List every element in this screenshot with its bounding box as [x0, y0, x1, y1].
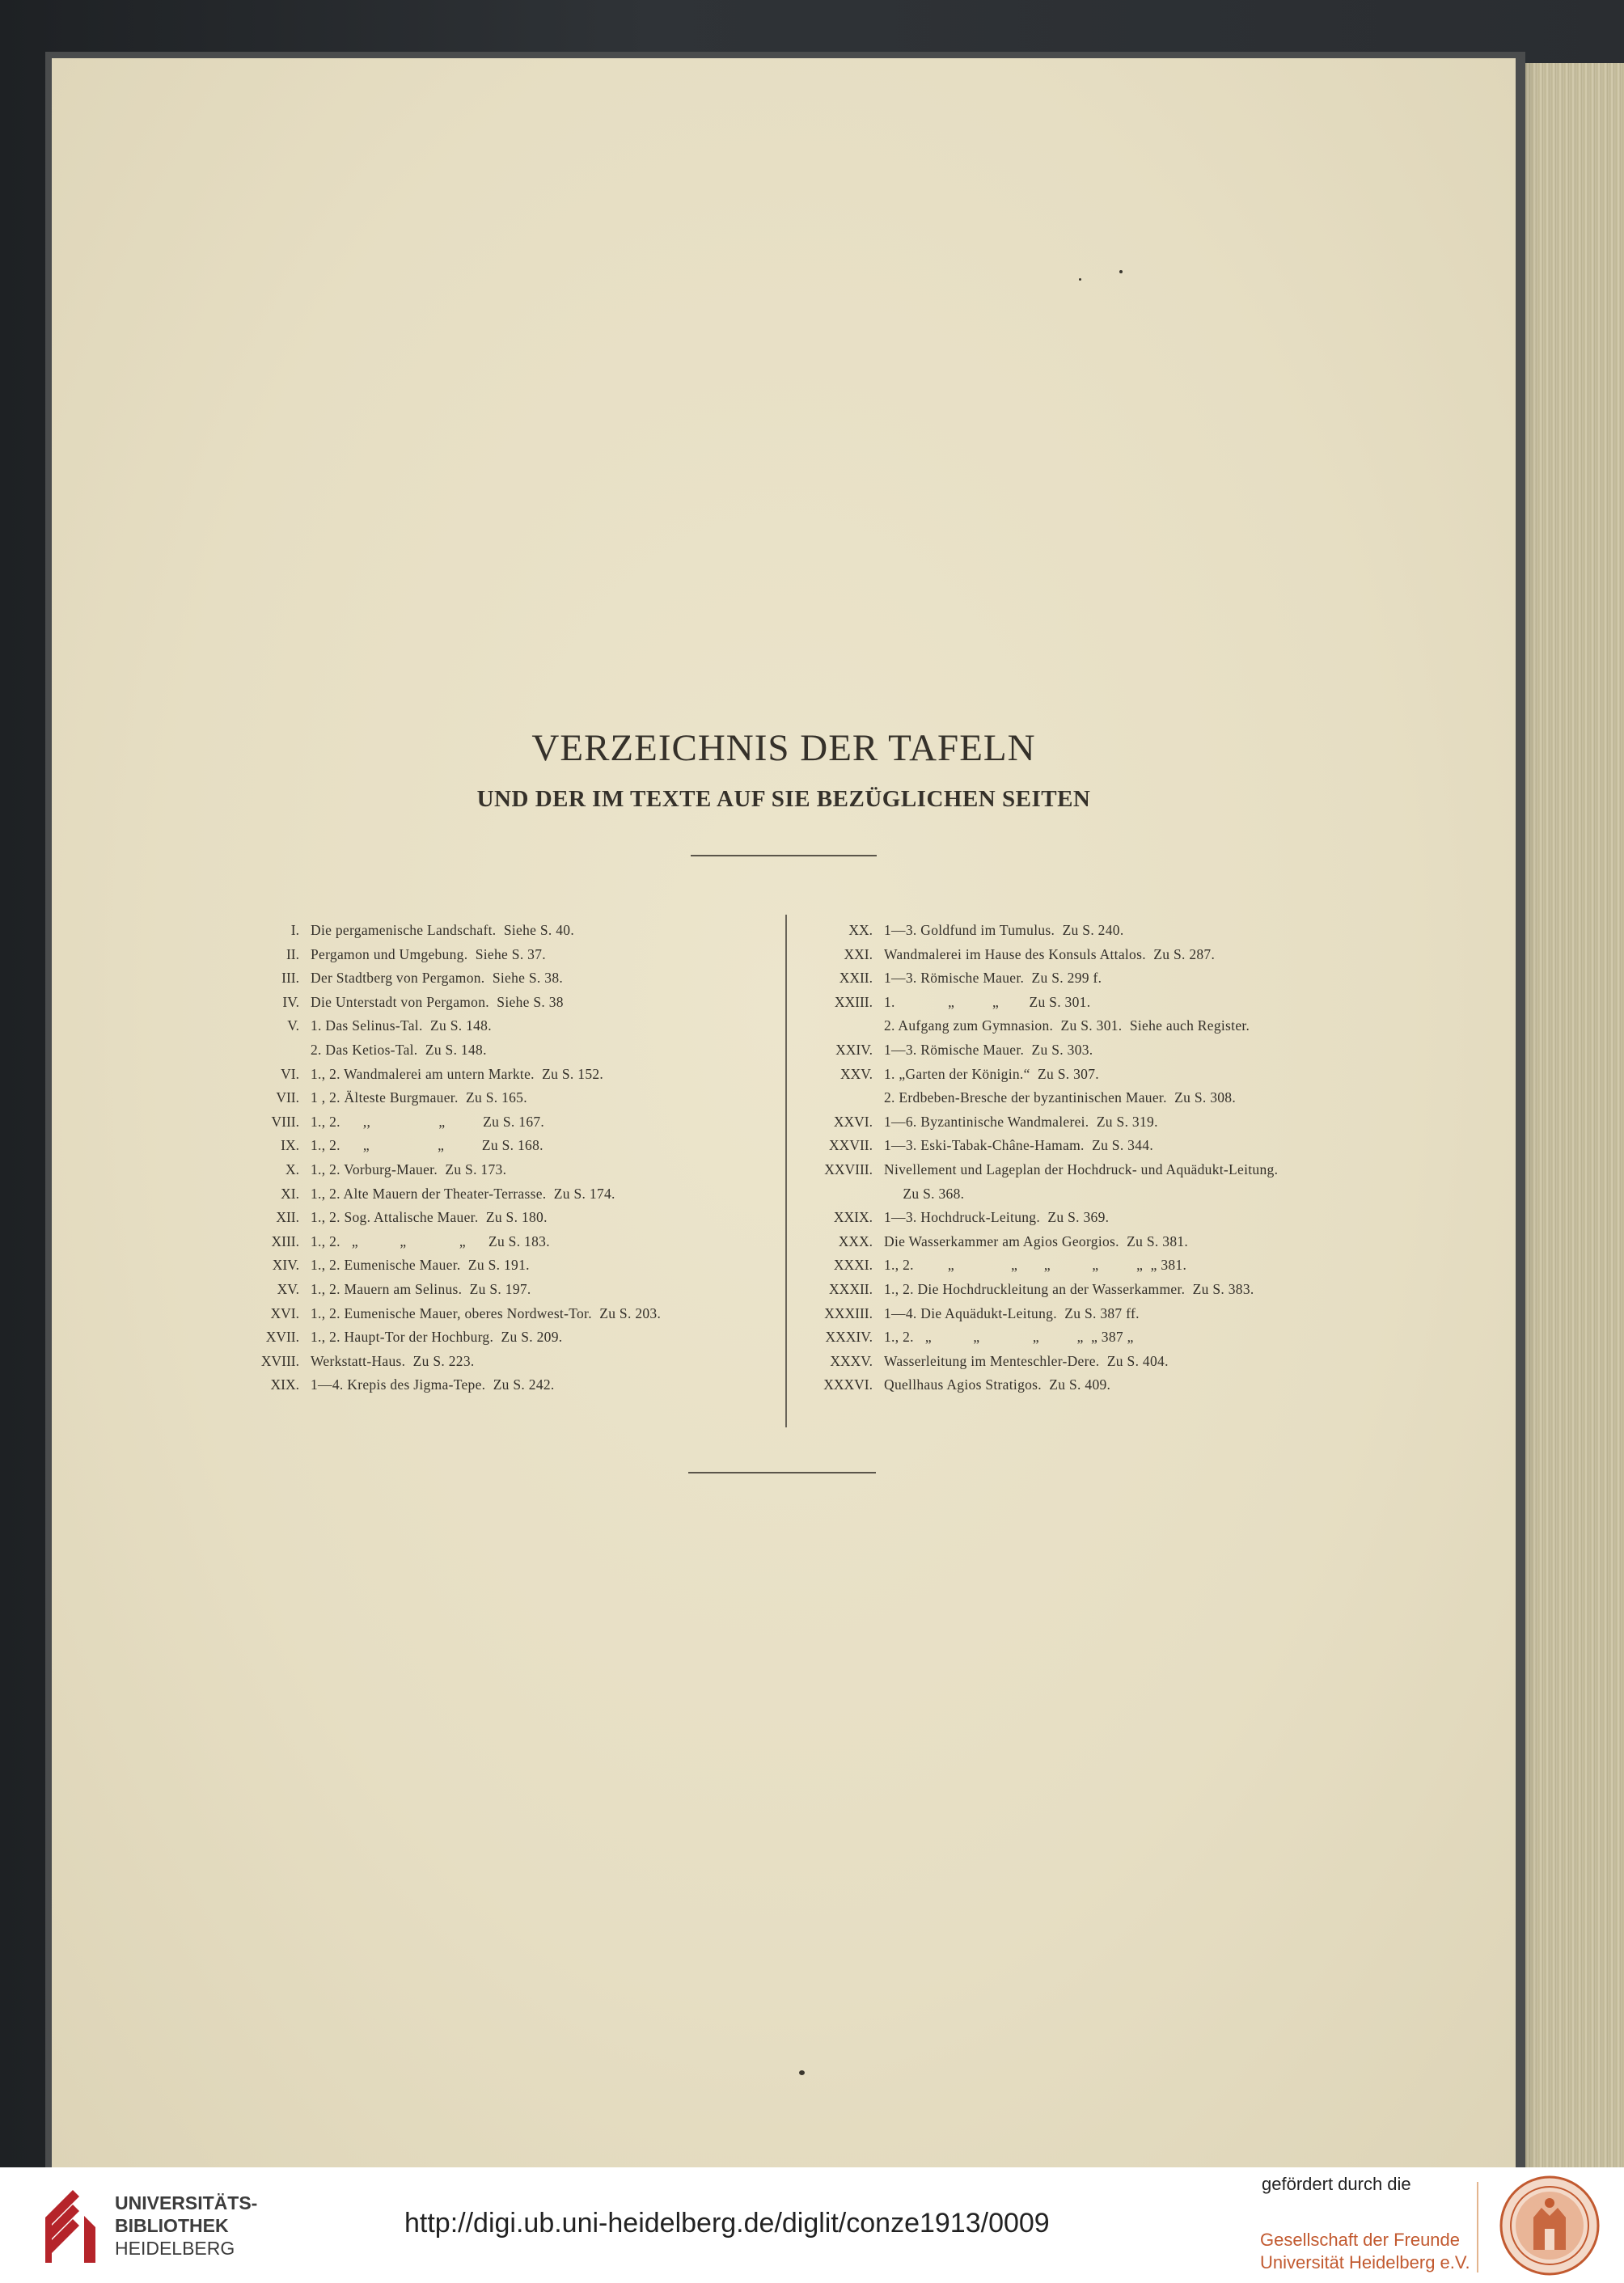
- plate-number: XXIII.: [834, 993, 873, 1010]
- plate-description: 1—3. Eski-Tabak-Châne-Hamam. Zu S. 344.: [884, 1137, 1153, 1154]
- plate-number: XXVIII.: [824, 1161, 873, 1177]
- plate-number: [800, 1014, 884, 1038]
- plate-description: Pergamon und Umgebung. Siehe S. 37.: [311, 945, 546, 962]
- plate-entry: [800, 1350, 1382, 1374]
- plate-entry: [800, 1373, 1382, 1397]
- plate-number: XXXIV.: [825, 1329, 873, 1346]
- plate-description: Werkstatt-Haus. Zu S. 223.: [311, 1352, 475, 1369]
- plate-number: XXXI.: [833, 1257, 873, 1274]
- plate-number: XX.: [848, 922, 873, 938]
- plate-description: 1., 2. „ „ „ „ „ 387 „: [884, 1329, 1134, 1346]
- plate-number: X.: [285, 1161, 299, 1177]
- sponsor-divider: [1477, 2182, 1478, 2272]
- plate-entry: [246, 1373, 755, 1397]
- divider-rule-top: [691, 855, 877, 856]
- plate-number: III.: [281, 970, 299, 987]
- sponsor-name-line1: Gesellschaft der Freunde: [1260, 2230, 1461, 2250]
- plate-entry: [800, 966, 1382, 991]
- plate-number: XXVI.: [833, 1113, 873, 1130]
- plate-description: 1., 2. ,, „ Zu S. 167.: [311, 1113, 545, 1130]
- plate-number: V.: [287, 1017, 299, 1034]
- plate-description: Nivellement und Lageplan der Hochdruck- und Aquädukt-Leitung.: [884, 1161, 1279, 1177]
- sponsor-name: [1260, 2229, 1470, 2274]
- library-name-line1: UNIVERSITÄTS-: [115, 2192, 258, 2213]
- plate-entry: [246, 1278, 755, 1302]
- plate-number: XXVII.: [829, 1137, 873, 1154]
- plate-entry: [246, 1063, 755, 1087]
- plate-description: 1., 2. Vorburg-Mauer. Zu S. 173.: [311, 1161, 507, 1177]
- plate-number: XV.: [277, 1280, 299, 1297]
- plate-number: VII.: [276, 1089, 299, 1106]
- plate-number: XXIV.: [835, 1041, 873, 1058]
- plate-description: 1 , 2. Älteste Burgmauer. Zu S. 165.: [311, 1089, 527, 1106]
- plate-description: 1. „Garten der Königin.“ Zu S. 307.: [884, 1065, 1099, 1082]
- plate-number: XIX.: [270, 1376, 299, 1393]
- library-name: [115, 2192, 257, 2260]
- plate-description: 1., 2. Eumenische Mauer. Zu S. 191.: [311, 1257, 530, 1274]
- plate-number: VI.: [281, 1065, 299, 1082]
- plate-description: 1., 2. „ „ „ Zu S. 183.: [311, 1232, 550, 1249]
- plate-entry: [800, 1206, 1382, 1230]
- plate-description: 1., 2. Haupt-Tor der Hochburg. Zu S. 209.: [311, 1329, 563, 1346]
- plate-entry: [246, 1014, 755, 1038]
- plate-entry: [800, 919, 1382, 943]
- paper-speck: [1119, 270, 1123, 273]
- plate-entry: [246, 1110, 755, 1135]
- plate-entry: [246, 1134, 755, 1158]
- plate-number: XXIX.: [833, 1209, 873, 1226]
- plate-entry: [246, 1086, 755, 1110]
- library-name-line2: BIBLIOTHEK: [115, 2215, 229, 2236]
- plate-entry: [800, 1182, 1382, 1207]
- plate-number: VIII.: [271, 1113, 299, 1130]
- plate-entry: [800, 1278, 1382, 1302]
- plate-entry: [800, 991, 1382, 1015]
- plate-entry: [800, 1230, 1382, 1254]
- plate-entry: [800, 1254, 1382, 1278]
- plate-description: Wasserleitung im Menteschler-Dere. Zu S. 404.: [884, 1352, 1169, 1369]
- plate-description: 1—3. Goldfund im Tumulus. Zu S. 240.: [884, 922, 1124, 938]
- plate-number: XXI.: [844, 945, 873, 962]
- plate-number: I.: [290, 922, 299, 938]
- plate-number: XXX.: [838, 1232, 873, 1249]
- plate-entry: [800, 1158, 1382, 1182]
- plate-entry: [246, 1325, 755, 1350]
- plate-entry: [800, 1086, 1382, 1110]
- plate-number: [800, 1086, 884, 1110]
- footer-bar: [0, 2167, 1624, 2283]
- sponsor-label: gefördert durch die: [1262, 2174, 1411, 2194]
- plates-list-left: [246, 919, 755, 1397]
- plate-description: Wandmalerei im Hause des Konsuls Attalos. Zu S. 287.: [884, 945, 1216, 962]
- plate-number: XXXIII.: [824, 1304, 873, 1321]
- plate-entry: [800, 1110, 1382, 1135]
- plate-number: XXXII.: [829, 1280, 873, 1297]
- plate-description: 1., 2. Mauern am Selinus. Zu S. 197.: [311, 1280, 531, 1297]
- plate-entry: [246, 991, 755, 1015]
- plate-number: XIV.: [272, 1257, 299, 1274]
- plate-description: 2. Das Ketios-Tal. Zu S. 148.: [311, 1041, 487, 1058]
- plate-description: 1—3. Römische Mauer. Zu S. 303.: [884, 1041, 1093, 1058]
- plate-number: XXXV.: [830, 1352, 873, 1369]
- plate-entry: [800, 1325, 1382, 1350]
- plate-description: 1—3. Hochdruck-Leitung. Zu S. 369.: [884, 1209, 1110, 1226]
- plate-description: Quellhaus Agios Stratigos. Zu S. 409.: [884, 1376, 1111, 1393]
- plate-description: 1. „ „ Zu S. 301.: [884, 993, 1091, 1010]
- page-title: VERZEICHNIS DER TAFELN: [531, 727, 1036, 769]
- plate-description: Die Wasserkammer am Agios Georgios. Zu S. 381.: [884, 1232, 1189, 1249]
- plate-description: Die Unterstadt von Pergamon. Siehe S. 38: [311, 993, 564, 1010]
- plate-description: 2. Aufgang zum Gymnasion. Zu S. 301. Siehe auch Register.: [884, 1017, 1250, 1034]
- sponsor-name-line2: Universität Heidelberg e.V.: [1260, 2252, 1470, 2272]
- plate-number: XIII.: [271, 1232, 299, 1249]
- plate-description: 1. Das Selinus-Tal. Zu S. 148.: [311, 1017, 492, 1034]
- plate-number: XVIII.: [260, 1352, 299, 1369]
- document-page: [52, 58, 1516, 2167]
- plate-description: Die pergamenische Landschaft. Siehe S. 40.: [311, 922, 575, 938]
- paper-speck: [799, 2070, 805, 2075]
- plate-entry: [246, 1230, 755, 1254]
- plate-entry: [246, 966, 755, 991]
- plate-description: 1., 2. Eumenische Mauer, oberes Nordwest-Tor. Zu S. 203.: [311, 1304, 662, 1321]
- library-name-line3: HEIDELBERG: [115, 2238, 235, 2259]
- plate-entry: [246, 1038, 755, 1063]
- plate-number: IX.: [281, 1137, 299, 1154]
- university-seal-icon: [1499, 2175, 1600, 2276]
- plate-entry: [246, 1182, 755, 1207]
- plate-entry: [246, 919, 755, 943]
- plate-number: XI.: [281, 1185, 299, 1202]
- plate-description: 1., 2. Die Hochdruckleitung an der Wasserkammer. Zu S. 383.: [884, 1280, 1254, 1297]
- column-divider: [785, 915, 787, 1427]
- plate-description: 1., 2. „ „ „ „ „ „ 381.: [884, 1257, 1187, 1274]
- plate-description: 1., 2. Wandmalerei am untern Markte. Zu S. 152.: [311, 1065, 604, 1082]
- plate-entry: [246, 1254, 755, 1278]
- plate-entry: [800, 1134, 1382, 1158]
- plate-number: XXII.: [839, 970, 873, 987]
- plate-description: 1., 2. „ „ Zu S. 168.: [311, 1137, 543, 1154]
- page-subtitle: UND DER IM TEXTE AUF SIE BEZÜGLICHEN SEITEN: [476, 786, 1091, 812]
- paper-speck: [1079, 278, 1081, 281]
- plate-entry: [800, 1014, 1382, 1038]
- plate-description: 1., 2. Alte Mauern der Theater-Terrasse. Zu S. 174.: [311, 1185, 615, 1202]
- plate-number: XVI.: [270, 1304, 299, 1321]
- plate-description: 1., 2. Sog. Attalische Mauer. Zu S. 180.: [311, 1209, 548, 1226]
- plate-description: 1—6. Byzantinische Wandmalerei. Zu S. 319.: [884, 1113, 1158, 1130]
- plate-description: Der Stadtberg von Pergamon. Siehe S. 38.: [311, 970, 564, 987]
- plate-entry: [800, 1063, 1382, 1087]
- plate-number: XXXVI.: [823, 1376, 873, 1393]
- plate-entry: [246, 943, 755, 967]
- plate-number: XII.: [276, 1209, 299, 1226]
- plate-entry: [246, 1302, 755, 1326]
- plate-number: [800, 1182, 884, 1207]
- library-logo-icon: [37, 2185, 104, 2266]
- plate-entry: [800, 1038, 1382, 1063]
- plate-entry: [800, 1302, 1382, 1326]
- plate-entry: [800, 943, 1382, 967]
- plate-description: 2. Erdbeben-Bresche der byzantinischen Mauer. Zu S. 308.: [884, 1089, 1237, 1106]
- plate-number: IV.: [282, 993, 299, 1010]
- plate-entry: [246, 1350, 755, 1374]
- plate-number: II.: [285, 945, 299, 962]
- plate-number: XXV.: [839, 1065, 873, 1082]
- permalink-url[interactable]: http://digi.ub.uni-heidelberg.de/diglit/conze1913/0009: [404, 2208, 1050, 2239]
- plate-description: 1—4. Die Aquädukt-Leitung. Zu S. 387 ff.: [884, 1304, 1140, 1321]
- plate-entry: [246, 1206, 755, 1230]
- plate-description: 1—4. Krepis des Jigma-Tepe. Zu S. 242.: [311, 1376, 555, 1393]
- divider-rule-bottom: [688, 1472, 876, 1473]
- plate-number: XVII.: [265, 1329, 299, 1346]
- plate-description: Zu S. 368.: [884, 1185, 965, 1202]
- plate-number: [246, 1038, 311, 1063]
- plates-list-right: [800, 919, 1382, 1397]
- plate-entry: [246, 1158, 755, 1182]
- plate-description: 1—3. Römische Mauer. Zu S. 299 f.: [884, 970, 1102, 987]
